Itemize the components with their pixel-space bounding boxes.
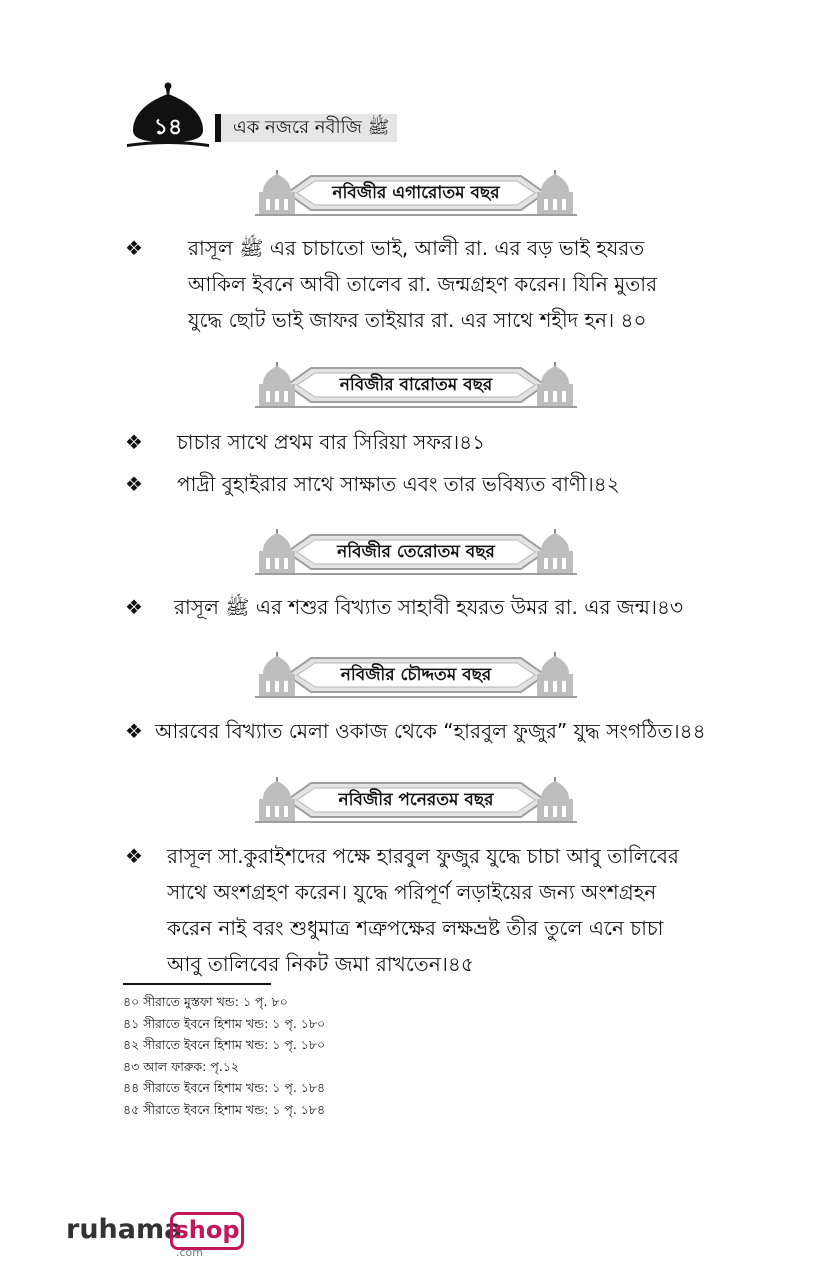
section-banner (255, 360, 577, 410)
bullet-line: যুদ্ধে ছোট ভাই জাফর তাইয়ার রা. এর সাথে শহীদ হন। ৪০ (188, 308, 647, 332)
mosque-dome-icon (537, 170, 573, 214)
bullet-line: করেন নাই বরং শুধুমাত্র শত্রুপক্ষের লক্ষভ্রষ্ট তীর তুলে এনে চাচা (167, 916, 664, 940)
logo-badge: shop (170, 1212, 244, 1250)
section-title: নবিজীর এগারোতম বছর (332, 183, 500, 203)
bullet-line: সাথে অংশগ্রহণ করেন। যুদ্ধে পরিপূর্ণ লড়াইয়ের জন্য অংশগ্রহন (167, 880, 657, 904)
bullet-item (125, 838, 715, 982)
section-title: নবিজীর চৌদ্দতম বছর (340, 665, 492, 685)
bullet-line: রাসূল ﷺ এর চাচাতো ভাই, আলী রা. এর বড় ভাই হযরত (188, 236, 645, 260)
mosque-dome-icon (537, 652, 573, 696)
bullet-item (125, 230, 715, 338)
section-title: নবিজীর তেরোতম বছর (337, 542, 495, 562)
section-title: নবিজীর পনেরতম বছর (338, 790, 494, 810)
section-title: নবিজীর বারোতম বছর (339, 375, 493, 395)
bullet-item (125, 466, 715, 502)
mosque-dome-icon (259, 529, 295, 573)
footnote: ৪৩ আল ফারুক: পৃ.১২ (123, 1058, 240, 1074)
logo-suffix: .com (176, 1246, 203, 1259)
mosque-dome-icon (537, 777, 573, 821)
bullet-diamond-icon: ❖ (125, 595, 143, 619)
bullet-diamond-icon: ❖ (125, 472, 143, 496)
bullet-diamond-icon: ❖ (125, 236, 143, 260)
section-banner (255, 168, 577, 218)
footnote: ৪৫ সীরাতে ইবনে হিশাম খন্ড: ১ পৃ. ১৮৪ (123, 1101, 326, 1117)
bullet-line: রাসূল সা.কুরাইশদের পক্ষে হারবুল ফুজুর যুদ্ধে চাচা আবু তালিবের (167, 844, 679, 868)
bullet-line: পাদ্রী বুহাইরার সাথে সাক্ষাত এবং তার ভবিষ্যত বাণী।৪২ (177, 472, 620, 496)
bullet-line: রাসূল ﷺ এর শশুর বিখ্যাত সাহাবী হযরত উমর রা. এর জন্ম।৪৩ (174, 595, 683, 619)
bullet-line: আবু তালিবের নিকট জমা রাখতেন।৪৫ (167, 952, 474, 976)
mosque-dome-icon (537, 529, 573, 573)
mosque-dome-icon (537, 362, 573, 406)
section-banner (255, 650, 577, 700)
logo-word: ruhama (66, 1214, 183, 1245)
footnote-divider (123, 983, 271, 985)
bullet-item (125, 713, 715, 749)
page-number: ১৪ (153, 115, 183, 140)
footnote: ৪০ সীরাতে মুস্তফা খন্ড: ১ পৃ. ৮০ (123, 994, 288, 1009)
mosque-dome-icon (259, 170, 295, 214)
bullet-item (125, 424, 715, 460)
footnotes (123, 991, 325, 1120)
bullet-line: চাচার সাথে প্রথম বার সিরিয়া সফর।৪১ (177, 430, 486, 454)
running-title: এক নজরে নবীজি ﷺ (215, 114, 397, 142)
bullet-item (125, 589, 715, 625)
footnote: ৪২ সীরাতে ইবনে হিশাম খন্ড: ১ পৃ. ১৮০ (123, 1037, 326, 1052)
bullet-diamond-icon: ❖ (125, 430, 143, 454)
page-header (125, 80, 425, 150)
mosque-dome-icon (259, 777, 295, 821)
page-number-dome-icon (125, 80, 211, 150)
footnote: ৪১ সীরাতে ইবনে হিশাম খন্ড: ১ পৃ. ১৮০ (123, 1015, 326, 1031)
bullet-diamond-icon: ❖ (125, 719, 143, 743)
bullet-diamond-icon: ❖ (125, 844, 143, 868)
section-banner (255, 527, 577, 577)
footnote: ৪৪ সীরাতে ইবনে হিশাম খন্ড: ১ পৃ. ১৮৪ (123, 1080, 326, 1095)
mosque-dome-icon (259, 362, 295, 406)
mosque-dome-icon (259, 652, 295, 696)
bullet-line: আরবের বিখ্যাত মেলা ওকাজ থেকে “হারবুল ফুজুর” যুদ্ধ সংগঠিত।৪৪ (155, 719, 706, 743)
section-banner (255, 775, 577, 825)
bullet-line: আকিল ইবনে আবী তালেব রা. জন্মগ্রহণ করেন। যিনি মুতার (188, 272, 658, 296)
